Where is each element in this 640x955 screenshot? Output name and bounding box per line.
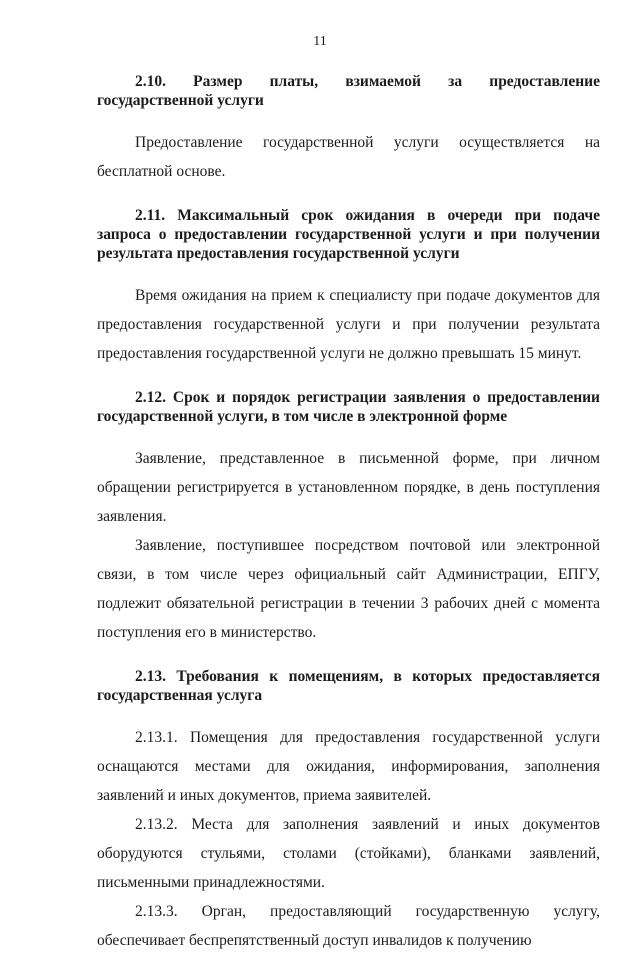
paragraph-2-12-1: Заявление, представленное в письменной форме, при личном обращении регистрируется в установленном порядке, в день поступления заявления. [97, 450, 600, 525]
section-heading-2-13: 2.13. Требования к помещениям, в которых предоставляется государственная услуга [97, 668, 600, 704]
document-body [97, 72, 600, 955]
section-heading-2-12: 2.12. Срок и порядок регистрации заявления о предоставлении государственной услуги, в том числе в электронной форме [97, 389, 600, 425]
page-number: 11 [313, 34, 327, 49]
paragraph-2-10-1: Предоставление государственной услуги осуществляется на бесплатной основе. [97, 134, 600, 180]
paragraph-2-13-3: 2.13.3. Орган, предоставляющий государственную услугу, обеспечивает беспрепятственный доступ инвалидов к получению [97, 903, 600, 949]
section-heading-2-10: 2.10. Размер платы, взимаемой за предоставление государственной услуги [97, 73, 600, 109]
paragraph-2-11-1: Время ожидания на прием к специалисту при подаче документов для предоставления государственной услуги и при получении результата предоставления государственной услуги не должно превышать 15 минут. [97, 287, 600, 362]
section-heading-2-11: 2.11. Максимальный срок ожидания в очереди при подаче запроса о предоставлении государственной услуги и при получении результата предоставления государственной услуги [97, 207, 600, 262]
paragraph-2-12-2: Заявление, поступившее посредством почтовой или электронной связи, в том числе через официальный сайт Администрации, ЕПГУ, подлежит обязательной регистрации в течении 3 рабочих дней с момента поступления его в министерство. [97, 537, 600, 641]
paragraph-2-13-2: 2.13.2. Места для заполнения заявлений и иных документов оборудуются стульями, столами (стойками), бланками заявлений, письменными принадлежностями. [97, 816, 600, 891]
paragraph-2-13-1: 2.13.1. Помещения для предоставления государственной услуги оснащаются местами для ожидания, информирования, заполнения заявлений и иных документов, приема заявителей. [97, 729, 600, 804]
